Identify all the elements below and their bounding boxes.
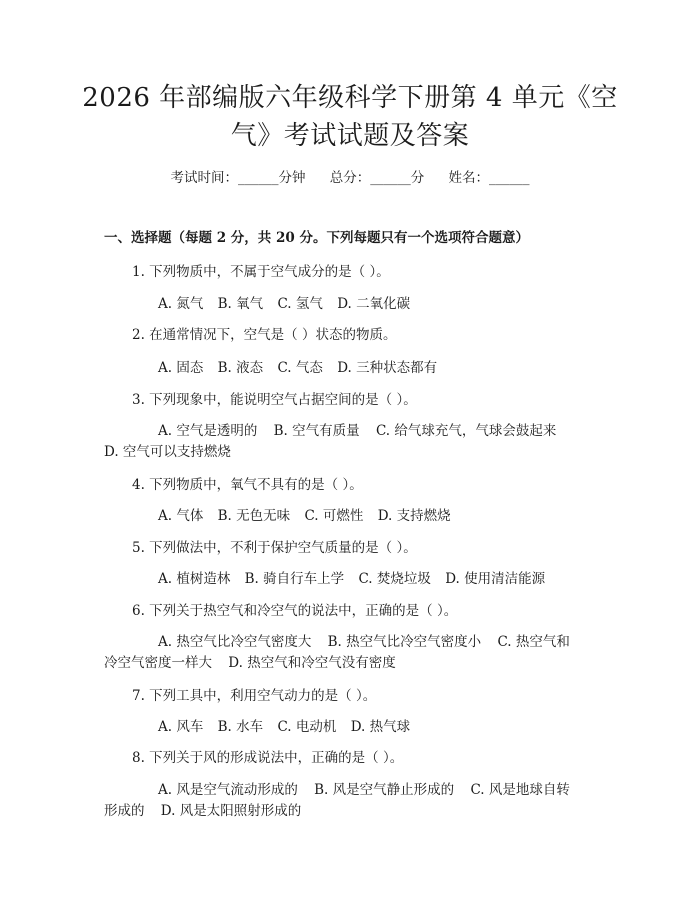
option-a: A. 风车 bbox=[158, 719, 204, 735]
option-d: D. 二氧化碳 bbox=[337, 296, 411, 312]
option-a: A. 气体 bbox=[158, 508, 204, 524]
option-d: D. 风是太阳照射形成的 bbox=[160, 803, 302, 819]
question-4-options bbox=[158, 506, 461, 526]
question-8-options-cont bbox=[104, 801, 313, 821]
question-8-options bbox=[158, 780, 582, 800]
option-b: B. 空气有质量 bbox=[273, 423, 360, 439]
question-3: 3. 下列现象中，能说明空气占据空间的是（ ）。 bbox=[132, 392, 417, 408]
option-d: D. 热气球 bbox=[350, 719, 411, 735]
option-c: C. 可燃性 bbox=[304, 508, 364, 524]
option-a: A. 氮气 bbox=[158, 296, 204, 312]
option-a: A. 空气是透明的 bbox=[158, 423, 258, 439]
page-title-line-2: 气》考试试题及答案 bbox=[230, 121, 470, 151]
option-c: C. 电动机 bbox=[277, 719, 337, 735]
option-c: C. 给气球充气，气球会鼓起来 bbox=[375, 423, 557, 439]
page-title-line-1: 2026 年部编版六年级科学下册第 4 单元《空 bbox=[82, 83, 618, 113]
question-7-options bbox=[158, 717, 420, 737]
option-b: B. 无色无味 bbox=[217, 508, 291, 524]
option-c-cont: 形成的 bbox=[104, 803, 145, 819]
question-1: 1. 下列物质中，不属于空气成分的是（ ）。 bbox=[132, 264, 390, 280]
question-2-options bbox=[158, 358, 447, 378]
option-b: B. 水车 bbox=[217, 719, 264, 735]
question-3-options-cont bbox=[104, 442, 243, 462]
option-c: C. 焚烧垃圾 bbox=[358, 571, 431, 587]
question-2: 2. 在通常情况下，空气是（ ）状态的物质。 bbox=[132, 327, 397, 343]
option-b: B. 氧气 bbox=[217, 296, 264, 312]
option-d: D. 空气可以支持燃烧 bbox=[104, 444, 231, 460]
option-d: D. 三种状态都有 bbox=[337, 360, 438, 376]
option-b: B. 风是空气静止形成的 bbox=[314, 782, 455, 798]
option-a: A. 热空气比冷空气密度大 bbox=[158, 634, 312, 650]
option-c-cont: 冷空气密度一样大 bbox=[104, 655, 212, 671]
exam-meta bbox=[0, 168, 700, 188]
question-7: 7. 下列工具中，利用空气动力的是（ ）。 bbox=[132, 688, 377, 704]
student-name-field: 姓名：______ bbox=[448, 170, 530, 186]
question-1-options bbox=[158, 294, 420, 314]
option-d: D. 使用清洁能源 bbox=[445, 571, 546, 587]
question-3-options bbox=[158, 421, 568, 441]
question-8: 8. 下列关于风的形成说法中，正确的是（ ）。 bbox=[132, 750, 404, 766]
question-5: 5. 下列做法中，不利于保护空气质量的是（ ）。 bbox=[132, 540, 417, 556]
option-a: A. 固态 bbox=[158, 360, 204, 376]
option-c: C. 气态 bbox=[277, 360, 323, 376]
option-c: C. 氢气 bbox=[277, 296, 323, 312]
question-6-options-cont bbox=[104, 653, 408, 673]
option-d: D. 支持燃烧 bbox=[377, 508, 451, 524]
option-b: B. 热空气比冷空气密度小 bbox=[327, 634, 482, 650]
section-heading: 一、选择题（每题 2 分，共 20 分。下列每题只有一个选项符合题意） bbox=[104, 230, 529, 246]
question-5-options bbox=[158, 569, 555, 589]
option-b: B. 骑自行车上学 bbox=[244, 571, 345, 587]
question-6: 6. 下列关于热空气和冷空气的说法中，正确的是（ ）。 bbox=[132, 603, 458, 619]
option-b: B. 液态 bbox=[217, 360, 264, 376]
option-c: C. 风是地球自转 bbox=[470, 782, 570, 798]
option-a: A. 植树造林 bbox=[158, 571, 231, 587]
question-6-options bbox=[158, 632, 582, 652]
total-score-field: 总分：______分 bbox=[329, 170, 425, 186]
option-c: C. 热空气和 bbox=[497, 634, 570, 650]
option-d: D. 热空气和冷空气没有密度 bbox=[228, 655, 396, 671]
question-4: 4. 下列物质中，氧气不具有的是（ ）。 bbox=[132, 477, 363, 493]
exam-time-field: 考试时间：______分钟 bbox=[170, 170, 306, 186]
option-a: A. 风是空气流动形成的 bbox=[158, 782, 298, 798]
